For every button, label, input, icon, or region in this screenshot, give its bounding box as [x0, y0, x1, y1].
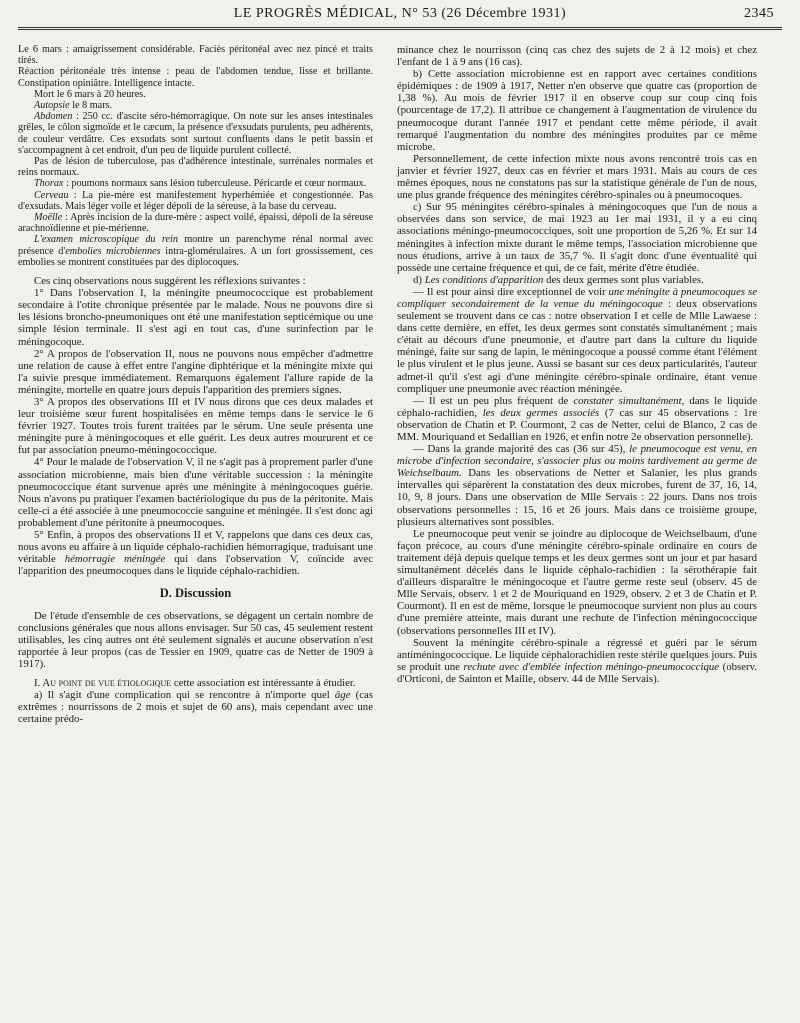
microscopy-label: L'examen microscopique du rein: [34, 234, 178, 246]
section-heading: D. Discussion: [159, 586, 232, 601]
souvent-italic: rechute avec d'emblée infection méningo-pneumococcique: [463, 660, 720, 673]
abdomen-text: : 250 cc. d'ascite séro-hémorragique. On note sur les anses intestinales grêles, le côlon sigmoïde et le cæcum, la présence d'exsudats purulents, peu adhérents, de couleur verdâtre. Ces exsudats sont surtout confluents dans le petit bassin et s'accompagnent à cet endroit, d'un peu de liquide purulent collecté.: [18, 111, 373, 156]
dash-1-italic: une méningite à pneumocoques se compliquer secondairement de la venue du méningocoque: [397, 285, 757, 310]
abdomen-label: Abdomen: [34, 111, 73, 123]
cerveau-label: Cerveau: [34, 189, 69, 201]
point-a: [18, 689, 373, 725]
microscopy-text: montre un parenchyme rénal normal avec présence d': [18, 234, 373, 257]
dash-1-text-end: : deux observations seulement se trouvent dans ce cas : notre observation I et celle de Mlle Lawaese : dans cette dernière, en effet, les deux germes sont constatés simultanément ; mais c'était au décours d'une pneumonie, et d'autre part dans la culture du liquide méningé, faite sur sang de lapin, le méningocoque a poussé comme étant l'élément le plus virulent et le plus jeune. Aussi se basant sur ces deux particularités, l'auteur admet-il qu'il s'est agi d'une méningite cérébro-spinale ordinaire, étant venue compliquer une pneumonie avec réaction méningée.: [397, 297, 757, 395]
point-2: 2° A propos de l'observation II, nous ne pouvons nous empêcher d'admettre une relation de cause à effet entre l'angine diphtérique et la méningite mixte qui l'a suivie presque immédiatement. Remarquons également l'allure rapide de la méningite, mortelle en quatre jours depuis l'apparition des premiers signes.: [18, 347, 373, 396]
point-a-text: a) Il s'agit d'une complication qui se rencontre à n'importe quel: [34, 689, 335, 702]
case-paragraph: Réaction péritonéale très intense : peau de l'abdomen tendue, lisse et brillante. Constipation opiniâtre. Intelligence intacte.: [18, 66, 373, 89]
header-rule: [18, 27, 782, 28]
discussion-paragraph: De l'étude d'ensemble de ces observations, se dégagent un certain nombre de conclusions générales que nous allons envisager. Sur 50 cas, 45 seulement restent utilisables, les cinq autres ont été seulement signalés et aucune observation n'est rapportée à leur propos (cas de Tessier en 1909, quatre cas de Netter de 1909 à 1917).: [18, 609, 373, 670]
souvent-text: Souvent la méningite cérébro-spinale a régressé et guéri par le sérum antiméningococcique. Le liquide céphalorachidien reste stérile quelques jours. Puis se produit une: [397, 636, 757, 673]
microscopy-paragraph: [18, 234, 373, 268]
autopsy-text: le 8 mars.: [69, 100, 113, 112]
point-5-italic: hémorragie méningée: [64, 553, 166, 566]
point-b: b) Cette association microbienne est en rapport avec certaines conditions épidémiques : de 1909 à 1917, Netter n'en observe que quatre cas (proportion de 1,38 %). Au mois de février 1917 il en observe coup sur coup cinq fois (pourcentage de 17,2). Il attribue ce changement à l'augmentation de virulence du pneumocoque durant l'année 1917 et pendant cette même période, il avait remarqué l'augmentation du nombre des méningites produites par ce même microbe.: [397, 68, 757, 153]
point-a-text-end: (cas extrêmes : nourrissons de 2 mois et sujet de 60 ans), mais cependant avec une certaine prédo-: [18, 689, 373, 726]
pneumocoque-paragraph: Le pneumocoque peut venir se joindre au diplocoque de Weichselbaum, d'une façon précoce, au cours d'une méningite cérébro-spinale ordinaire en cours de traitement déjà depuis quelque temps et les deux germes sont un jour et par hasard simultanément décelés dans le liquide céphalo-rachidien : la sérothérapie fait d'ailleurs disparaître le méningocoque et l'autre germe reste seul (observ. 45 de Mlle Servais, observ. 1 et 2 de Mouriquand en 1929, observ. 2 et 3 de Chatin et P. Courmont). Il en est de même, lorsque le pneumocoque survient non plus au cours d'une première atteinte, mais durant une rechute de l'infection méningococcique (observations personnelles III et IV).: [397, 527, 757, 637]
souvent-text-end: (observ. d'Orticoni, de Sainton et Maille, observ. 44 de Mlle Servais).: [397, 660, 757, 685]
point-c: c) Sur 95 méningites cérébro-spinales à méningocoques que l'un de nous a observées dans son service, de mai 1923 au 1er mai 1931, il y a eu cinq associations méningo-pneumococciques, soit une proportion de 5,26 %. Et sur 14 méningites à infection mixte durant le même temps, l'association microbienne que nous étudions, arrive à un taux de 35,7 %. Il s'agit donc d'une éventualité qui possède une certaine fréquence et qui, de ce fait, mérite d'être étudiée.: [397, 201, 757, 274]
dash-1-text: — Il est pour ainsi dire exceptionnel de voir: [413, 285, 609, 298]
dash-paragraph-3: [397, 443, 757, 528]
thorax-paragraph: [18, 178, 373, 189]
dash-paragraph-1: [397, 286, 757, 395]
case-report-block: [18, 44, 373, 268]
autopsy-paragraph: [18, 100, 373, 111]
etiology-text: cette association est intéressante à étudier.: [171, 676, 356, 689]
souvent-paragraph: [397, 637, 757, 685]
personal-paragraph: Personnellement, de cette infection mixte nous avons rencontré trois cas en janvier et février 1927, deux cas en février et mars 1931. Mais au cours de ces mêmes époques, nous ne constatons pas sur la statistique générale de l'un de nous, une plus grande fréquence des méningites cérébro-spinales ou à pneumocoques.: [397, 152, 757, 202]
right-column: [397, 44, 757, 685]
dash-2-text: — Il est un peu plus fréquent de: [413, 394, 574, 407]
dash-2-text-mid: , dans le liquide céphalo-rachidien,: [397, 394, 758, 419]
cerveau-paragraph: [18, 190, 373, 212]
etiology-label: I. Au point de vue étiologique: [34, 676, 172, 689]
running-header: [18, 6, 782, 28]
case-paragraph: Pas de lésion de tuberculose, pas d'adhérence intestinale, surrénales normales et reins normaux.: [18, 156, 373, 179]
reflexions-intro: Ces cinq observations nous suggèrent les réflexions suivantes :: [34, 275, 306, 288]
dash-paragraph-2: [397, 395, 757, 443]
cerveau-text: : La pie-mère est manifestement hyperhémiée et congestionnée. Pas d'exsudats. Mais léger voile et léger dépoli de la séreuse, à la base du cerveau.: [18, 189, 373, 212]
continuation-paragraph: minance chez le nourrisson (cinq cas chez des sujets de 2 à 12 mois) et chez l'enfant de 1 à 9 ans (16 cas).: [397, 44, 757, 69]
point-5-text: 5° Enfin, à propos des observations II et V, rappelons que dans ces deux cas, nous avons eu affaire à un liquide céphalo-rachidien hémorragique, traduisant une véritable: [18, 529, 373, 566]
microscopy-text-end: intra-glomérulaires. A un fort grossissement, ces embolies se montrent constituées par des diplocoques.: [18, 245, 373, 268]
dash-3-text: — Dans la grande majorité des cas (36 sur 45),: [413, 443, 630, 456]
point-d-text: d): [413, 273, 425, 286]
etiology-paragraph: [18, 677, 373, 689]
microscopy-emboli: embolies microbiennes: [65, 245, 161, 257]
point-d: [397, 274, 757, 286]
abdomen-paragraph: [18, 111, 373, 156]
moelle-text: : Après incision de la dure-mère : aspect voilé, épaissi, dépoli de la séreuse arachnoïdienne et pie-mérienne.: [18, 212, 373, 235]
case-paragraph: Le 6 mars : amaigrissement considérable. Faciès péritonéal avec nez pincé et traits tirés.: [18, 44, 373, 67]
point-5: [18, 529, 373, 577]
thorax-label: Thorax: [34, 178, 64, 190]
point-4: 4° Pour le malade de l'observation V, il ne s'agit pas à proprement parler d'une association microbienne, mais bien d'une véritable succession : la méningite pneumococcique étant survenue après une méningite à méningocoques guérie. Nous n'avons pu pratiquer l'examen bactériologique du pus de la péritonite. Mais celle-ci a été associée à une pneumococcie sanguine et méningée. Il s'est donc agi probablement d'une péritonite à pneumocoques.: [18, 456, 373, 529]
dash-2-italic-2: les deux germes associés: [482, 406, 600, 419]
point-5-text-end: qui dans l'observation V, coïncide avec l'apparition des pneumocoques dans le liquide céphalo-rachidien.: [18, 553, 374, 578]
header-rule-double: [18, 29, 782, 30]
case-paragraph: Mort le 6 mars à 20 heures.: [34, 88, 146, 100]
point-a-italic: âge: [334, 689, 351, 702]
point-d-italic: Les conditions d'apparition: [424, 273, 544, 286]
thorax-text: : poumons normaux sans lésion tuberculeuse. Péricarde et cœur normaux.: [63, 178, 367, 190]
point-d-text-end: des deux germes sont plus variables.: [543, 273, 704, 286]
page-number: 2345: [744, 6, 774, 21]
moelle-label: Moëlle: [34, 212, 63, 224]
journal-title: LE PROGRÈS MÉDICAL, N° 53 (26 Décembre 1931): [233, 6, 567, 21]
dash-3-text-end: Dans les observations de Netter et Salanier, les plus grands intervalles qui séparèrent la constatation des deux microbes, furent de 37, 16, 14, 10, 9, 8 jours. Dans une observation de Mlle Servais : 22 jours. Dans nos trois observations personnelles : 15, 16 et 26 jours. Mais dans ce troisième groupe, plusieurs alternatives sont possibles.: [397, 467, 757, 528]
point-1: 1° Dans l'observation I, la méningite pneumococcique est probablement secondaire à l'otite chronique présentée par le malade. Nous ne pouvons dire si les lésions broncho-pneumoniques ont été une manifestation septicémique ou une simple lésion terminale. Il s'est agi en tout cas, d'une surinfection par le méningocoque.: [18, 287, 373, 348]
dash-2-italic: constater simultanément: [573, 394, 682, 407]
point-3: 3° A propos des observations III et IV nous dirons que ces deux malades et leur troisième sœur furent hospitalisées en même temps dans le service le 6 février 1927. Toutes trois furent traitées par le sérum. Une seule présenta une méningite pure à méningocoques et elle guérit. Les deux autres moururent et ce fut par association pneumo-méningococcique.: [18, 396, 373, 457]
dash-2-text-end: (7 cas sur 45 observations : 1re observation de Chatin et P. Courmont, 2 cas de Netter, celui de Blanco, 2 cas de MM. Mouriquand et Sedallian en 1926, et enfin notre 2e observation personnelle).: [397, 406, 757, 443]
dash-3-italic: le pneumocoque est venu, en microbe d'infection secondaire, s'associer plus ou moins tardivement au germe de Weichselbaum.: [397, 443, 757, 480]
moelle-paragraph: [18, 212, 373, 234]
left-column: [18, 44, 373, 725]
autopsy-label: Autopsie: [34, 100, 70, 112]
